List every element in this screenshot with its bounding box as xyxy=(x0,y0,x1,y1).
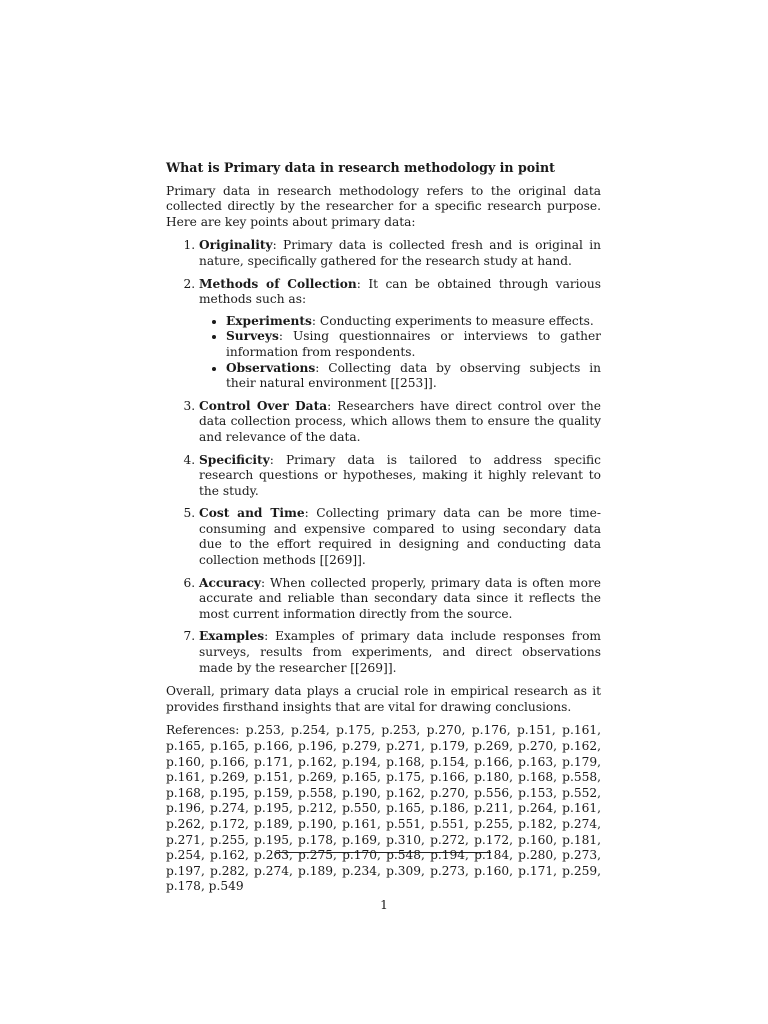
point-text: : Collecting primary data can be more time-consuming and expensive compared to using secondary data due to the effort required in designing and conducting data collection methods [[269]]. xyxy=(199,506,602,568)
point-text: : Primary data is collected fresh and is original in nature, specifically gathered for the research study at hand. xyxy=(199,238,601,268)
point-term: Specificity xyxy=(199,452,270,467)
point-text: : Examples of primary data include responses from surveys, results from experiments, and direct observations made by the researcher [[269]]. xyxy=(199,629,601,675)
document-body xyxy=(166,160,601,895)
point-item xyxy=(199,399,601,446)
point-term: Originality xyxy=(199,238,273,253)
footnote-rule xyxy=(276,852,491,853)
point-term: Methods of Collection xyxy=(199,276,357,291)
page-number: 1 xyxy=(380,898,388,912)
point-text: : It can be obtained through various methods such as: xyxy=(199,276,601,307)
point-item xyxy=(199,277,601,392)
point-term: Accuracy xyxy=(199,575,261,590)
method-term: Observations xyxy=(226,360,316,375)
point-term: Examples xyxy=(199,629,265,644)
document-heading: What is Primary data in research methodology in point xyxy=(166,160,555,175)
key-points-list xyxy=(166,238,601,676)
point-term: Cost and Time xyxy=(199,506,305,521)
point-item xyxy=(199,506,601,568)
point-text: : Primary data is tailored to address specific research questions or hypotheses, making it highly relevant to the study. xyxy=(199,452,601,498)
intro-paragraph: Primary data in research methodology refers to the original data collected directly by the researcher for a specific research purpose. Here are key points about primary data: xyxy=(166,183,601,229)
conclusion-paragraph: Overall, primary data plays a crucial role in empirical research as it provides firsthand insights that are vital for drawing conclusions. xyxy=(166,684,601,714)
method-text: : Using questionnaires or interviews to gather information from respondents. xyxy=(226,329,601,359)
point-item xyxy=(199,453,601,500)
method-term: Surveys xyxy=(226,329,279,344)
point-item xyxy=(199,629,601,676)
point-text: : When collected properly, primary data is often more accurate and reliable than secondary data since it reflects the most current information directly from the source. xyxy=(199,575,601,621)
point-text: : Researchers have direct control over the data collection process, which allows them to ensure the quality and relevance of the data. xyxy=(199,398,601,444)
method-item xyxy=(226,361,601,392)
method-item xyxy=(226,314,601,330)
point-term: Control Over Data xyxy=(199,398,328,413)
references-paragraph: References: p.253, p.254, p.175, p.253, p.270, p.176, p.151, p.161, p.165, p.165, p.166, p.196, p.279, p.271, p.179, p.269, p.270, p.162, p.160, p.166, p.171, p.162, p.194, p.168, p.154, p.166, p.163, p.179, p.161, p.269, p.151, p.269, p.165, p.175, p.166, p.180, p.168, p.558, p.168, p.195, p.159, p.558, p.190, p.162, p.270, p.556, p.153, p.552, p.196, p.274, p.195, p.212, p.550, p.165, p.186, p.211, p.264, p.161, p.262, p.172, p.189, p.190, p.161, p.551, p.551, p.255, p.182, p.274, p.271, p.255, p.195, p.178, p.169, p.310, p.272, p.172, p.160, p.181, p.254, p.162, p.263, p.275, p.170, p.548, p.194, p.184, p.280, p.273, p.197, p.282, p.274, p.189, p.234, p.309, p.273, p.160, p.171, p.259, p.178, p.549 xyxy=(166,723,601,894)
method-term: Experiments xyxy=(226,313,312,328)
point-item xyxy=(199,576,601,623)
method-text: : Collecting data by observing subjects in their natural environment [[253]]. xyxy=(226,360,601,391)
methods-sublist xyxy=(199,314,601,392)
point-item xyxy=(199,238,601,269)
method-text: : Conducting experiments to measure effects. xyxy=(311,313,594,328)
method-item xyxy=(226,329,601,360)
